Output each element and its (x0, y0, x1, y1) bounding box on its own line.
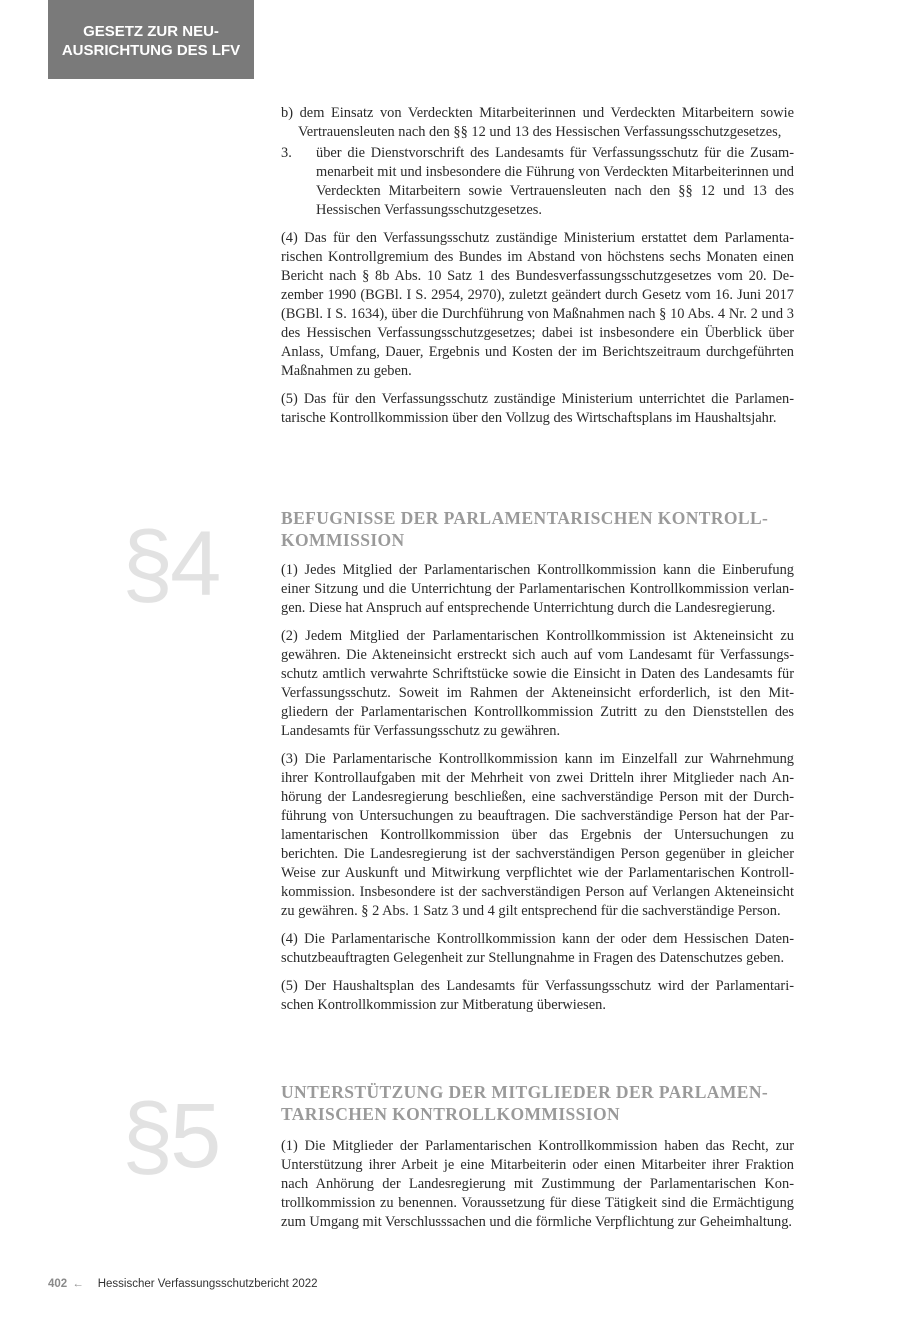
section-4-body (281, 561, 794, 1015)
page-number: 402 (48, 1278, 68, 1290)
continued-text-block (281, 104, 794, 428)
section-4-paragraph-1: (1) Jedes Mitglied der Parlamentarischen Kontrollkommission kann die Einberufung einer Sitzung und die Unterrichtung der Parlamentarischen Kontrollkommission verlangen. Diese hat Anspruch auf entsprechende Unterrichtung durch die Landesregierung. (281, 562, 794, 616)
list-item-b: b) dem Einsatz von Verdeckten Mitarbeiterinnen und Verdeckten Mitarbeitern sowie Vertrauensleuten nach den §§ 12 und 13 des Hessischen Verfassungsschutzgesetzes, (281, 105, 794, 140)
section-5-title: UNTERSTÜTZUNG DER MITGLIEDER DER PARLAMENTARISCHEN KONTROLLKOMMISSION (281, 1082, 768, 1124)
section-4-paragraph-3: (3) Die Parlamentarische Kontrollkommission kann im Einzelfall zur Wahrnehmung ihrer Kontrollaufgaben mit der Mehrheit von zwei Dritteln ihrer Mitglieder nach Anhörung der Landesregierung beschließen, eine sachverständige Person mit der Durchführung von Untersuchungen zu beauftragen. Die sachverständige Person hat der Parlamentarischen Kontrollkommission über das Ergebnis der Untersuchungen zu berichten. Die Landesregierung ist der sachverständigen Person gegenüber in gleicher Weise zur Auskunft und Mitwirkung verpflichtet wie der Parlamentarischen Kontrollkommission. Insbesondere ist der sachverständigen Person auf Verlangen Akteneinsicht zu gewähren. § 2 Abs. 1 Satz 3 und 4 gilt entsprechend für die sachverständige Person. (281, 751, 794, 919)
section-4-paragraph-2: (2) Jedem Mitglied der Parlamentarischen Kontrollkommission ist Akteneinsicht zu gewähren. Die Akteneinsicht erstreckt sich auch auf vom Landesamt für Verfassungsschutz amtlich verwahrte Schriftstücke sowie die Einsicht in Daten des Landesamts für Verfassungsschutz. Soweit im Rahmen der Akteneinsicht erforderlich, ist den Mitgliedern der Parlamentarischen Kontrollkommission Zutritt zu den Dienststellen des Landesamts für Verfassungsschutz zu gewähren. (281, 628, 794, 739)
section-5-body (281, 1137, 794, 1232)
section-4-paragraph-5: (5) Der Haushaltsplan des Landesamts für Verfassungsschutz wird der Parlamentarischen Kontrollkommission zur Mitberatung überwiesen. (281, 978, 794, 1013)
section-4-title: BEFUGNISSE DER PARLAMENTARISCHEN KONTROLLKOMMISSION (281, 508, 768, 550)
list-item-3-number: 3. (281, 145, 292, 161)
list-item-3 (281, 144, 794, 220)
arrow-left-icon: ← (72, 1278, 84, 1290)
paragraph-4: (4) Das für den Verfassungsschutz zuständige Ministerium erstattet dem Parlamentarischen Kontrollgremium des Bundes im Abstand von höchstens sechs Monaten einen Bericht nach § 8b Abs. 10 Satz 1 des Bundesverfassungsschutzgesetzes vom 20. Dezember 1990 (BGBl. I S. 2954, 2970), zuletzt geändert durch Gesetz vom 16. Juni 2017 (BGBl. I S. 1634), über die Durchführung von Maßnahmen nach § 10 Abs. 4 Nr. 2 und 3 des Hessischen Verfassungsschutzgesetzes; dabei ist insbesondere ein Überblick über Anlass, Umfang, Dauer, Ergebnis und Kosten der im Berichtszeitraum durchgeführten Maßnahmen zu geben. (281, 230, 794, 379)
chapter-tab-line-2: AUSRICHTUNG DES LFV (61, 42, 241, 59)
paragraph-5: (5) Das für den Verfassungsschutz zuständige Ministerium unterrichtet die Parlamentarische Kontrollkommission über den Vollzug des Wirtschaftsplans im Haushaltsjahr. (281, 391, 794, 426)
section-5-paragraph-1: (1) Die Mitglieder der Parlamentarischen Kontrollkommission haben das Recht, zur Unterstützung ihrer Arbeit je eine Mitarbeiterin oder einen Mitarbeiter ihrer Fraktion nach Anhörung der Landesregierung mit Zustimmung der Parlamentarischen Kontrollkommission zu benennen. Voraussetzung für diese Tätigkeit sind die Ermächtigung zum Umgang mit Verschlusssachen und die förmliche Verpflichtung zur Geheimhaltung. (281, 1138, 794, 1230)
publication-title: Hessischer Verfassungsschutzbericht 2022 (97, 1278, 318, 1290)
page-footer (48, 1278, 318, 1290)
chapter-tab (48, 0, 254, 79)
list-item-3-text: über die Dienstvorschrift des Landesamts für Verfassungsschutz für die Zusammenarbeit mit und insbesondere die Führung von Verdeckten Mitarbeiterinnen und Verdeckten Mitarbeitern sowie Vertrauensleuten nach den §§ 12 und 13 des Hessischen Verfassungsschutzgesetzes. (316, 145, 794, 218)
section-number-5: §5 (122, 1085, 219, 1187)
section-number-4: §4 (122, 513, 219, 615)
section-4-paragraph-4: (4) Die Parlamentarische Kontrollkommission kann der oder dem Hessischen Datenschutzbeauftragten Gelegenheit zur Stellungnahme in Fragen des Datenschutzes geben. (281, 931, 794, 966)
chapter-tab-line-1: GESETZ ZUR NEU- (83, 23, 219, 40)
